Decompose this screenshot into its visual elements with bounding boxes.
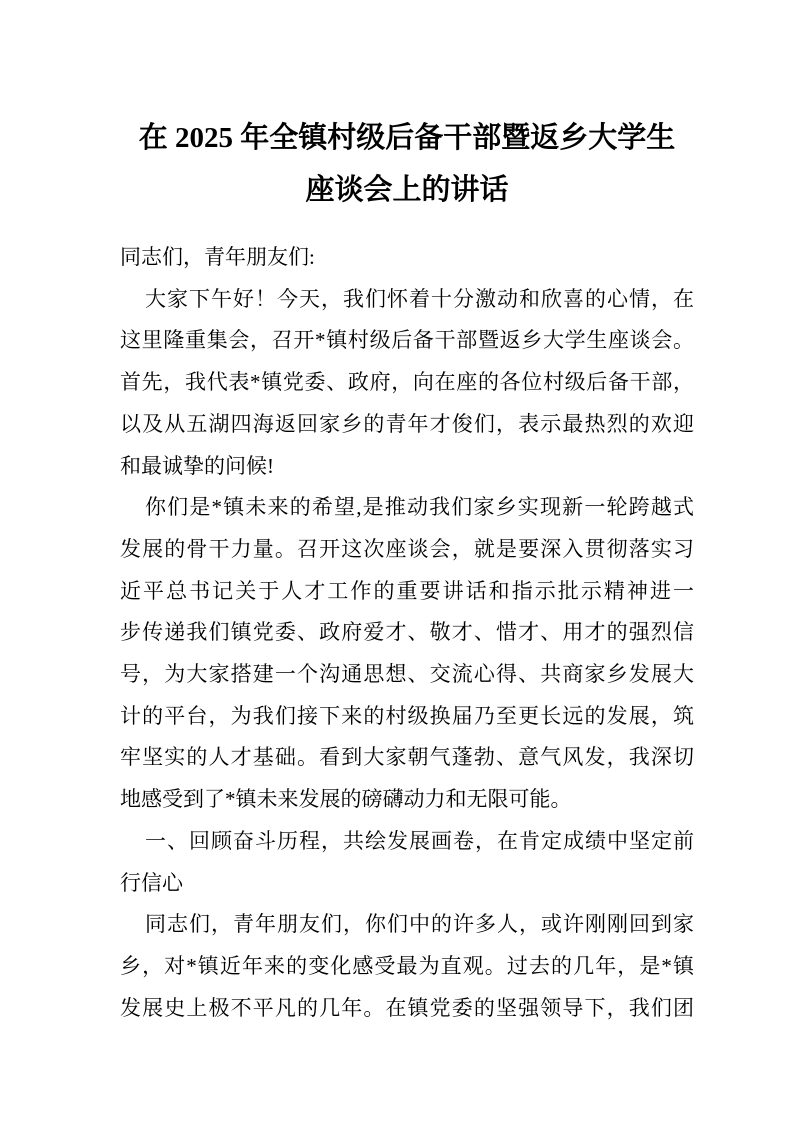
text-line: 发展史上极不平凡的几年。在镇党委的坚强领导下，我们团 <box>120 995 694 1020</box>
text-line: 这里隆重集会，召开*镇村级后备干部暨返乡大学生座谈会。 <box>120 328 694 353</box>
paragraph <box>120 904 694 1029</box>
document-body <box>120 237 694 1029</box>
text-line: 同志们，青年朋友们，你们中的许多人，或许刚刚回到家 <box>145 912 694 937</box>
text-line: 计的平台，为我们接下来的村级换届乃至更长远的发展，筑 <box>120 703 694 728</box>
text-line: 牢坚实的人才基础。看到大家朝气蓬勃、意气风发，我深切 <box>120 745 694 770</box>
text-line: 近平总书记关于人才工作的重要讲话和指示批示精神进一 <box>120 578 694 603</box>
text-line: 同志们，青年朋友们: <box>120 245 315 269</box>
document-title <box>120 112 694 216</box>
text-line: 行信心 <box>120 870 183 895</box>
text-line: 号，为大家搭建一个沟通思想、交流心得、共商家乡发展大 <box>120 662 694 687</box>
paragraph <box>120 279 694 488</box>
text-line: 和最诚挚的问候! <box>120 453 274 478</box>
text-line: 大家下午好！今天，我们怀着十分激动和欣喜的心情，在 <box>145 286 694 311</box>
paragraph <box>120 237 694 279</box>
section-heading <box>120 821 694 904</box>
document-title-line-2: 座谈会上的讲话 <box>305 174 509 206</box>
text-line: 一、回顾奋斗历程，共绘发展画卷，在肯定成绩中坚定前 <box>145 828 694 853</box>
text-line: 步传递我们镇党委、政府爱才、敬才、惜才、用才的强烈信 <box>120 620 694 645</box>
text-line: 你们是*镇未来的希望,是推动我们家乡实现新一轮跨越式 <box>145 495 694 520</box>
text-line: 乡，对*镇近年来的变化感受最为直观。过去的几年，是*镇 <box>120 953 694 978</box>
text-line: 地感受到了*镇未来发展的磅礴动力和无限可能。 <box>120 787 572 812</box>
document-title-line-1: 在 2025 年全镇村级后备干部暨返乡大学生 <box>138 122 676 154</box>
text-line: 首先，我代表*镇党委、政府，向在座的各位村级后备干部， <box>120 370 694 395</box>
paragraph <box>120 487 694 821</box>
text-line: 以及从五湖四海返回家乡的青年才俊们，表示最热烈的欢迎 <box>120 411 694 436</box>
text-line: 发展的骨干力量。召开这次座谈会，就是要深入贯彻落实习 <box>120 536 694 561</box>
